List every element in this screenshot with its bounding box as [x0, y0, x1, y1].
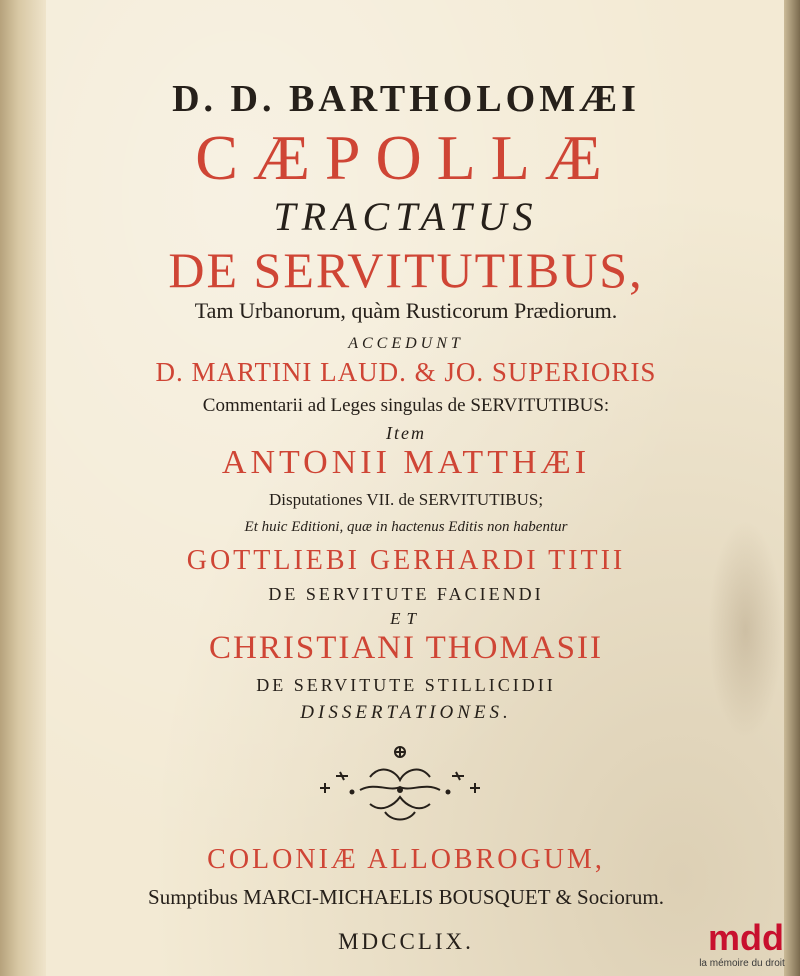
disputationes: Disputationes VII. de SERVITUTIBUS; — [268, 490, 544, 509]
printers-ornament — [300, 742, 500, 832]
dissertationes: DISSERTATIONES. — [300, 702, 512, 723]
accedunt: ACCEDUNT — [348, 335, 464, 352]
imprint-publisher: Sumptibus MARCI-MICHAELIS BOUSQUET & Sociorum. — [148, 885, 664, 909]
author-4: CHRISTIANI THOMASII — [209, 630, 603, 666]
work-3: DE SERVITUTE FACIENDI — [268, 584, 544, 604]
work-title-line-1: TRACTATUS — [273, 194, 539, 239]
imprint-place: COLONIÆ ALLOBROGUM, — [207, 844, 605, 875]
work-title-line-2: DE SERVITUTIBUS, — [168, 242, 644, 298]
mdd-tagline: la mémoire du droit — [699, 958, 785, 969]
author-surname: CÆPOLLÆ — [195, 122, 617, 193]
svg-text:mdd: mdd — [708, 920, 784, 954]
et-label: ET — [390, 609, 422, 628]
page-edge-right — [784, 0, 800, 976]
work-4: DE SERVITUTE STILLICIDII — [256, 675, 556, 695]
mdd-logo — [684, 920, 800, 976]
edition-note: Et huic Editioni, quæ in hactenus Editis non habentur — [244, 519, 568, 535]
author-line: D. D. BARTHOLOMÆI — [172, 78, 640, 120]
imprint-year: MDCCLIX. — [338, 929, 474, 954]
mdd-logo-mark — [696, 920, 796, 954]
item-label: Item — [386, 423, 426, 443]
work-subtitle: Tam Urbanorum, quàm Rusticorum Prædiorum. — [194, 298, 618, 323]
commentary-description: Commentarii ad Leges singulas de SERVITUTIBUS: — [202, 395, 610, 416]
author-3: GOTTLIEBI GERHARDI TITII — [186, 545, 626, 576]
author-2: ANTONII MATTHÆI — [221, 444, 591, 481]
commentators: D. MARTINI LAUD. & JO. SUPERIORIS — [155, 357, 657, 387]
